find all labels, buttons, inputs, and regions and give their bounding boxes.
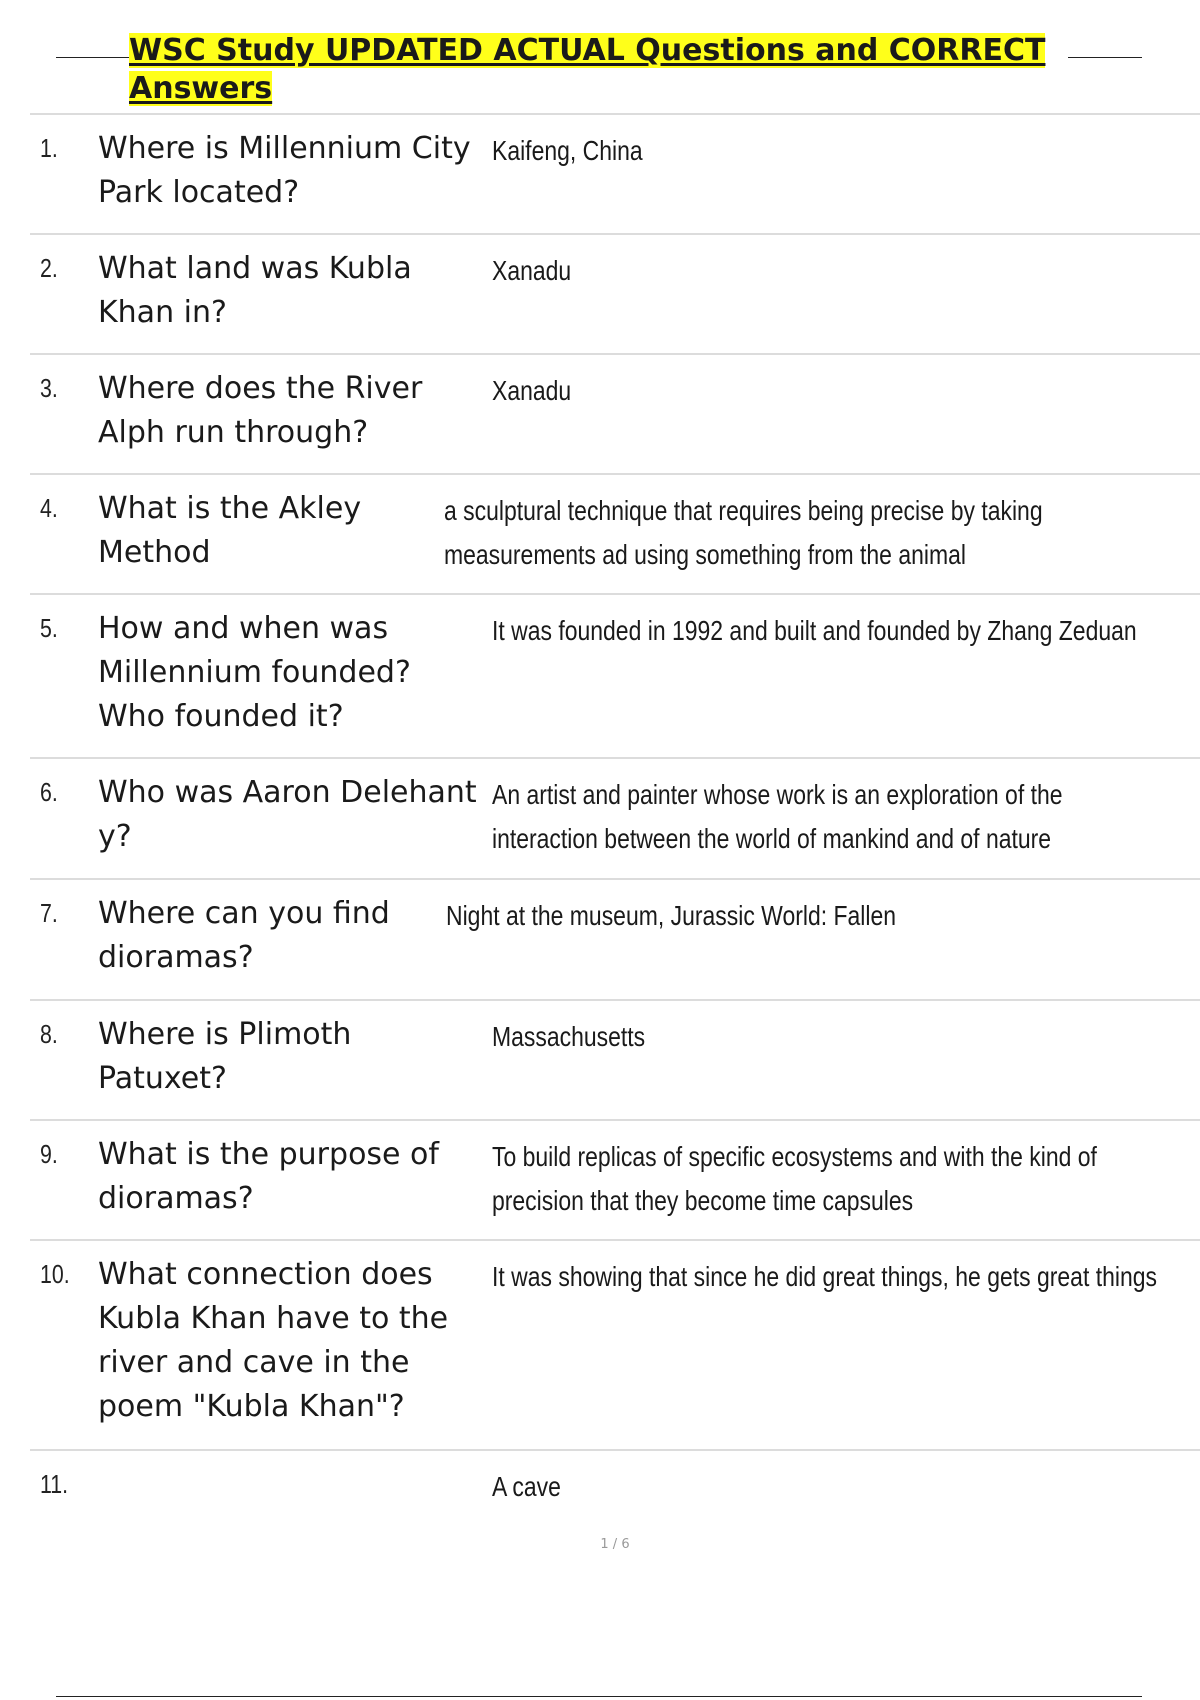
answer-text: Kaifeng, China: [492, 135, 643, 166]
question-text: What is the purpose of dioramas?: [98, 1137, 439, 1216]
qa-row: [30, 593, 1200, 757]
question-number: 2.: [40, 253, 58, 283]
question-number: 4.: [40, 493, 58, 523]
qa-row: [30, 878, 1200, 999]
qa-row: [30, 1239, 1200, 1449]
question-number: 5.: [40, 613, 58, 643]
document-title: WSC Study UPDATED ACTUAL Questions and CORRECT Answers: [129, 33, 1046, 106]
question-number: 1.: [40, 133, 58, 163]
answer-text: To build replicas of specific ecosystems and with the kind of precision that they become time capsules: [492, 1141, 1097, 1216]
question-number: 3.: [40, 373, 58, 403]
qa-row: [30, 473, 1200, 593]
qa-row: [30, 233, 1200, 353]
qa-row: [30, 999, 1200, 1119]
question-text: Where does the River Alph run through?: [98, 371, 423, 450]
question-text: Where is Plimoth Patuxet?: [98, 1017, 352, 1096]
answer-text: A cave: [492, 1471, 561, 1502]
qa-row: [30, 757, 1200, 878]
answer-text: It was showing that since he did great things, he gets great things: [492, 1261, 1157, 1292]
footer-rule: [56, 1696, 1142, 1697]
answer-text: Xanadu: [492, 375, 572, 406]
question-number: 6.: [40, 777, 58, 807]
question-text: How and when was Millennium founded? Who founded it?: [98, 611, 411, 734]
question-text: Where is Millennium City Park located?: [98, 131, 471, 210]
answer-text: Xanadu: [492, 255, 572, 286]
answer-text: Massachusetts: [492, 1021, 646, 1052]
question-number: 7.: [40, 898, 58, 928]
answer-text: Night at the museum, Jurassic World: Fallen: [446, 900, 897, 931]
answer-text: An artist and painter whose work is an exploration of the interaction between the world of mankind and of nature: [492, 779, 1063, 854]
question-text: Who was Aaron Delehanty?: [98, 775, 477, 854]
question-number: 10.: [40, 1259, 70, 1289]
qa-row: [30, 113, 1200, 233]
qa-row: [30, 353, 1200, 473]
qa-row: [30, 1449, 1200, 1531]
qa-row: [30, 1119, 1200, 1239]
question-number: 11.: [40, 1469, 69, 1499]
question-number: 9.: [40, 1139, 58, 1169]
document-header: [56, 32, 1142, 112]
answer-text: a sculptural technique that requires being precise by taking measurements ad using something from the animal: [444, 495, 1043, 570]
question-text: What is the Akley Method: [98, 491, 362, 570]
header-rule-right: [1068, 57, 1142, 58]
question-text: What connection does Kubla Khan have to the river and cave in the poem "Kubla Khan"?: [98, 1257, 449, 1424]
qa-list: [30, 113, 1200, 1531]
question-text: What land was Kubla Khan in?: [98, 251, 412, 330]
page-indicator: 1 / 6: [600, 1537, 630, 1552]
question-number: 8.: [40, 1019, 58, 1049]
answer-text: It was founded in 1992 and built and founded by Zhang Zeduan: [492, 615, 1137, 646]
header-rule-left: [56, 57, 132, 58]
question-text: Where can you find dioramas?: [98, 896, 390, 975]
